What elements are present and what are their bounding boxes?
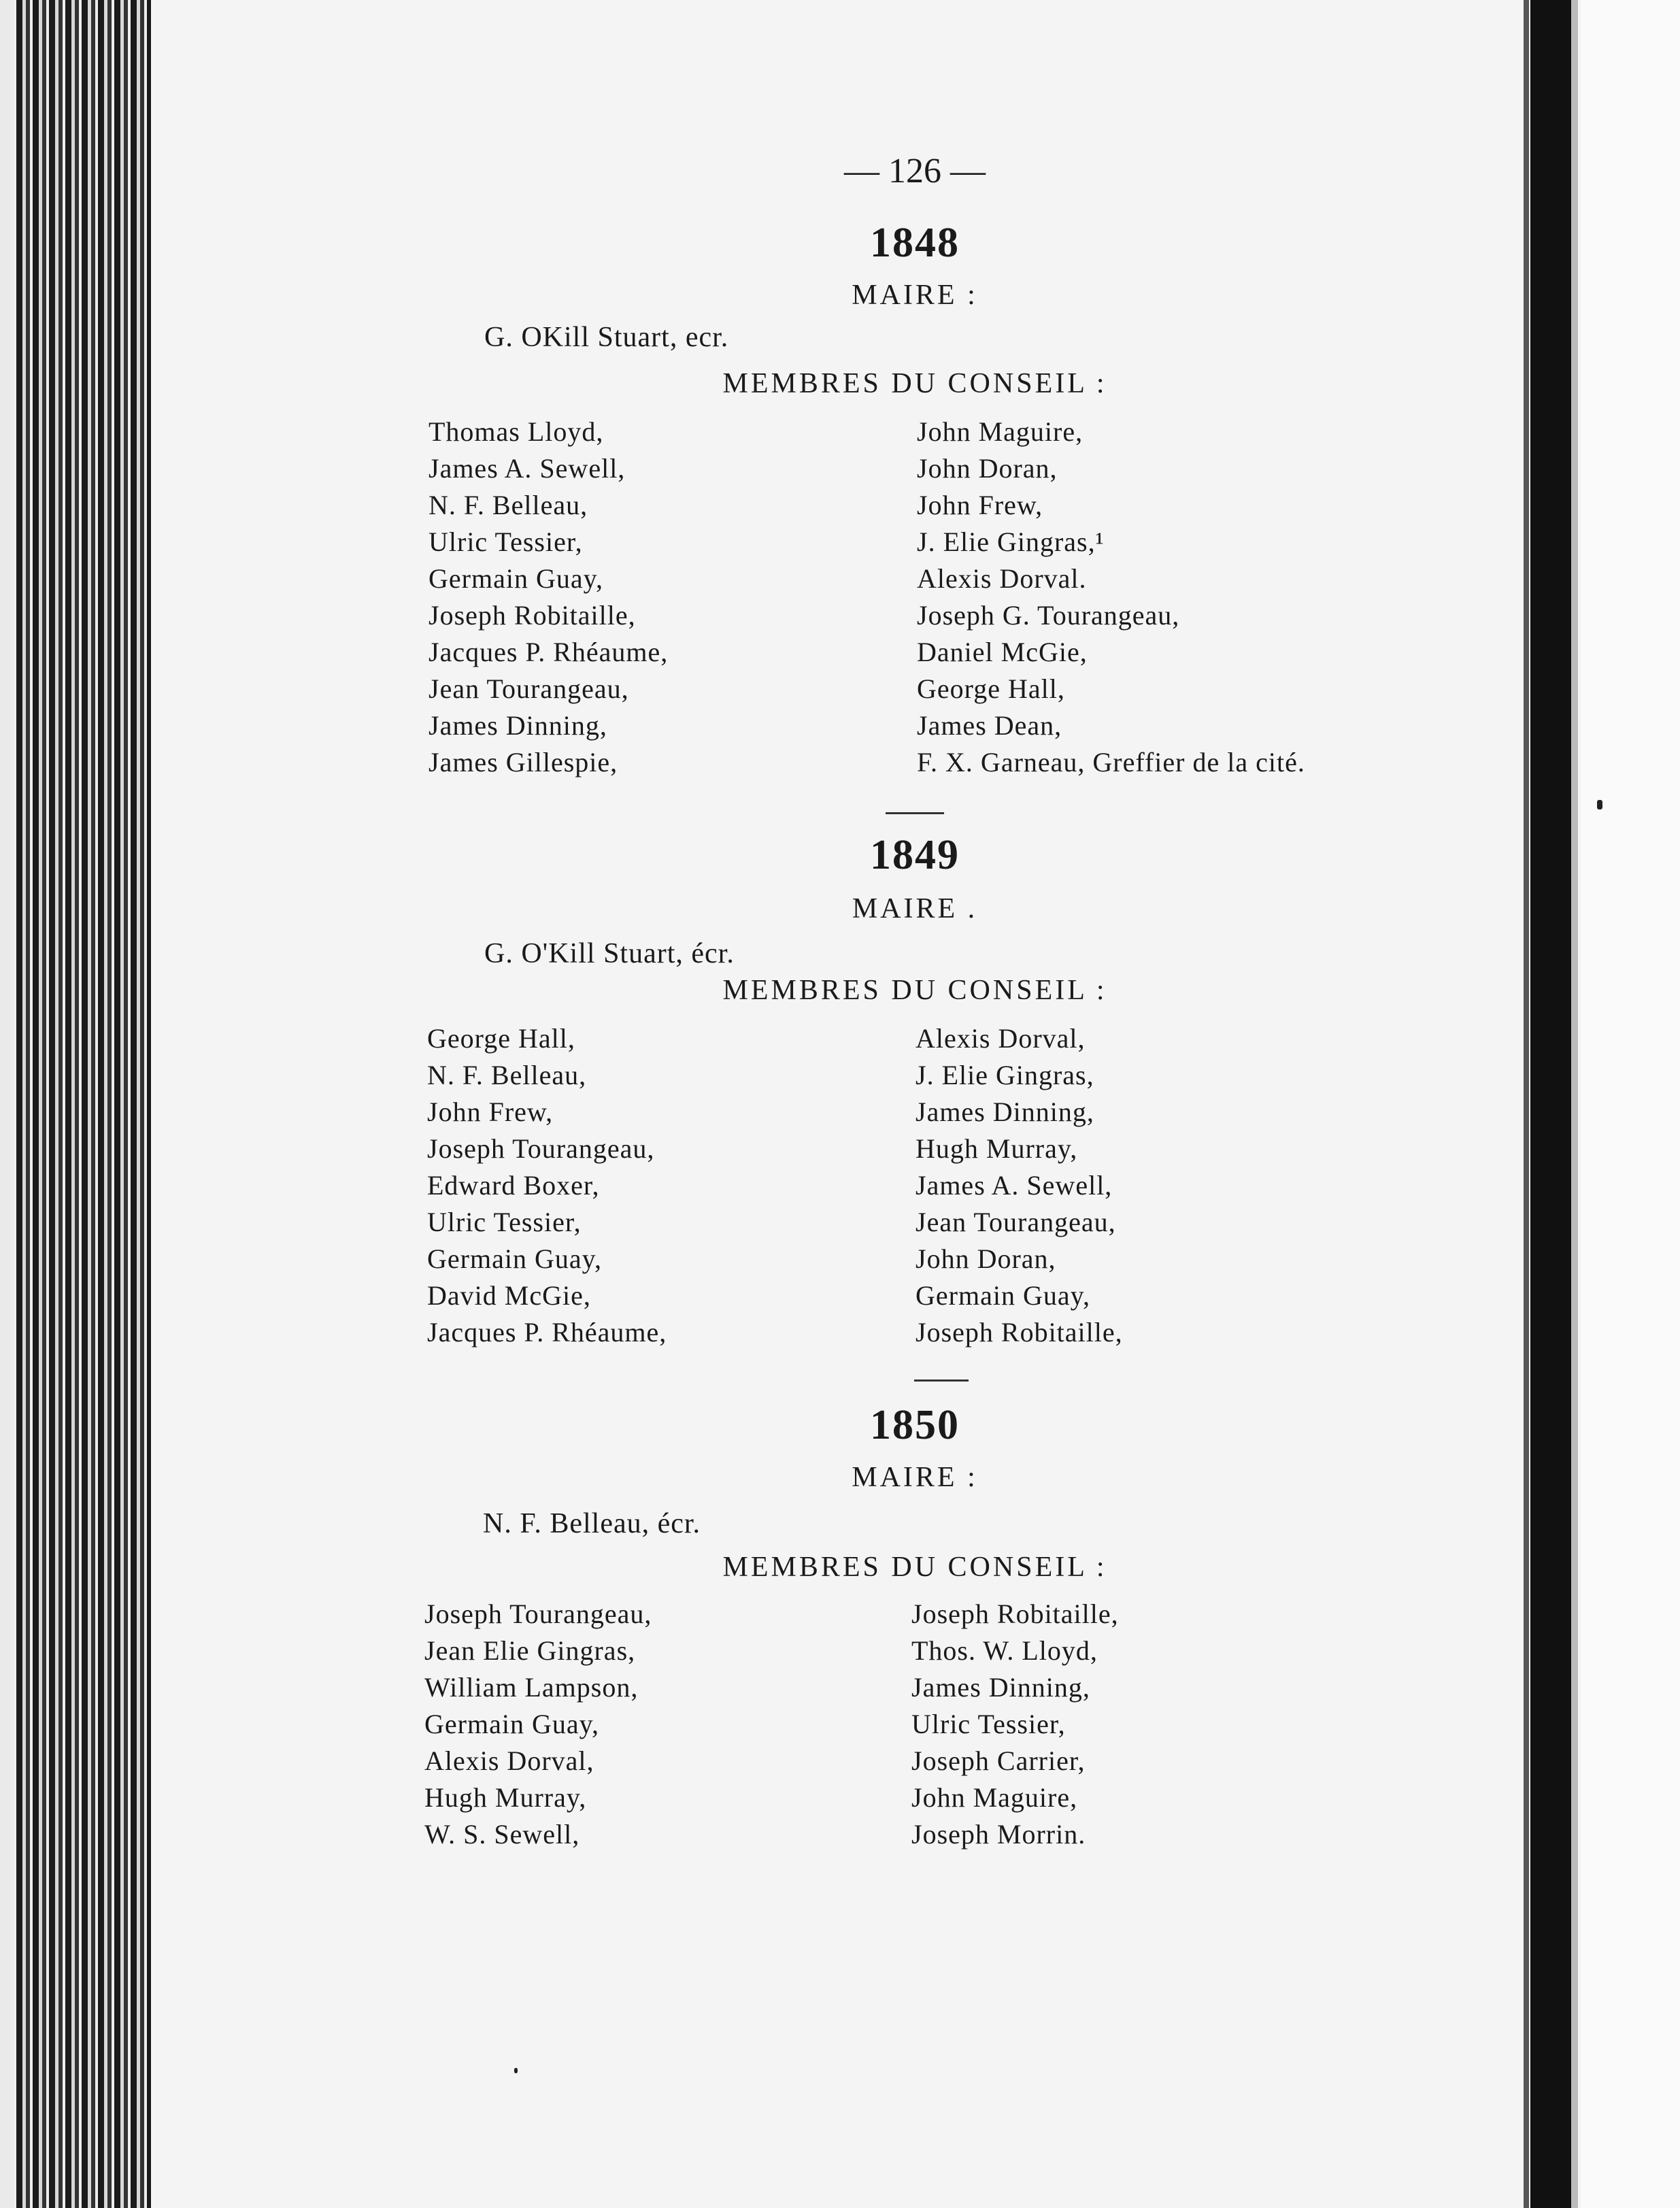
council-member: Germain Guay, [429, 563, 603, 594]
council-member: Germain Guay, [915, 1280, 1090, 1311]
council-member: Jacques P. Rhéaume, [429, 637, 669, 667]
council-left-1848 [429, 414, 668, 781]
council-member: Joseph Robitaille, [911, 1599, 1119, 1629]
council-member: James A. Sewell, [429, 453, 626, 484]
council-member: George Hall, [427, 1023, 575, 1054]
council-member: James Dinning, [911, 1672, 1090, 1703]
council-member: Alexis Dorval, [915, 1023, 1086, 1054]
council-member: John Maguire, [917, 416, 1083, 447]
year-heading-1850: 1850 [870, 1402, 960, 1448]
council-member: James Dinning, [915, 1097, 1094, 1127]
council-member: F. X. Garneau, Greffier de la cité. [917, 747, 1305, 777]
page-edge-right [1571, 0, 1578, 2208]
council-member: J. Elie Gingras, [915, 1060, 1094, 1090]
council-member: Alexis Dorval. [917, 563, 1087, 594]
council-member: John Doran, [917, 453, 1058, 484]
ink-speck [1597, 800, 1602, 809]
mayor-label-1849: MAIRE . [852, 893, 978, 924]
council-label-1850: MEMBRES DU CONSEIL : [722, 1552, 1107, 1583]
council-member: John Maguire, [911, 1782, 1078, 1813]
council-member: Jean Elie Gingras, [424, 1635, 636, 1666]
section-divider [914, 1379, 969, 1382]
council-member: Thos. W. Lloyd, [911, 1635, 1098, 1666]
council-member: W. S. Sewell, [424, 1819, 580, 1850]
council-member: Germain Guay, [424, 1709, 599, 1739]
council-left-1850 [424, 1596, 652, 1853]
council-member: N. F. Belleau, [429, 490, 588, 520]
council-member: Edward Boxer, [427, 1170, 600, 1201]
council-member: John Frew, [917, 490, 1043, 520]
council-member: Jean Tourangeau, [429, 673, 629, 704]
council-member: Germain Guay, [427, 1243, 602, 1274]
council-member: Joseph G. Tourangeau, [917, 600, 1180, 631]
council-member: Joseph Tourangeau, [424, 1599, 652, 1629]
council-left-1849 [427, 1020, 667, 1351]
council-member: Jean Tourangeau, [915, 1207, 1116, 1237]
council-member: Joseph Robitaille, [915, 1317, 1123, 1348]
page-number: — 126 — [844, 152, 986, 190]
council-label-1848: MEMBRES DU CONSEIL : [722, 368, 1107, 399]
mayor-label-1848: MAIRE : [852, 280, 978, 311]
council-right-1848 [917, 414, 1305, 781]
council-member: J. Elie Gingras,¹ [917, 526, 1105, 557]
council-member: Ulric Tessier, [911, 1709, 1066, 1739]
council-member: Hugh Murray, [424, 1782, 587, 1813]
council-member: Joseph Tourangeau, [427, 1133, 655, 1164]
council-member: John Frew, [427, 1097, 554, 1127]
mayor-name-1849: G. O'Kill Stuart, écr. [484, 938, 735, 969]
council-member: James Dean, [917, 710, 1062, 741]
council-label-1849: MEMBRES DU CONSEIL : [722, 975, 1107, 1006]
mayor-name-1850: N. F. Belleau, écr. [483, 1508, 701, 1539]
council-member: Daniel McGie, [917, 637, 1088, 667]
council-member: N. F. Belleau, [427, 1060, 587, 1090]
council-member: William Lampson, [424, 1672, 639, 1703]
book-spine-right [1530, 0, 1571, 2208]
council-member: Hugh Murray, [915, 1133, 1078, 1164]
council-member: James A. Sewell, [915, 1170, 1113, 1201]
council-member: Joseph Morrin. [911, 1819, 1086, 1850]
mayor-label-1850: MAIRE : [852, 1462, 978, 1493]
page-gutter-line [1524, 0, 1529, 2208]
council-member: John Doran, [915, 1243, 1056, 1274]
scan-margin-right [1581, 0, 1680, 2208]
council-member: David McGie, [427, 1280, 591, 1311]
council-member: George Hall, [917, 673, 1065, 704]
council-member: James Dinning, [429, 710, 607, 741]
mayor-name-1848: G. OKill Stuart, ecr. [484, 322, 729, 353]
council-member: Alexis Dorval, [424, 1745, 594, 1776]
year-heading-1848: 1848 [870, 220, 960, 266]
council-member: James Gillespie, [429, 747, 618, 777]
council-member: Thomas Lloyd, [429, 416, 604, 447]
council-member: Joseph Carrier, [911, 1745, 1086, 1776]
council-right-1850 [911, 1596, 1119, 1853]
council-member: Ulric Tessier, [427, 1207, 582, 1237]
council-member: Jacques P. Rhéaume, [427, 1317, 667, 1348]
section-divider [886, 812, 944, 814]
ink-speck [514, 2068, 518, 2073]
council-right-1849 [915, 1020, 1123, 1351]
council-member: Joseph Robitaille, [429, 600, 636, 631]
year-heading-1849: 1849 [870, 832, 960, 878]
council-member: Ulric Tessier, [429, 526, 583, 557]
